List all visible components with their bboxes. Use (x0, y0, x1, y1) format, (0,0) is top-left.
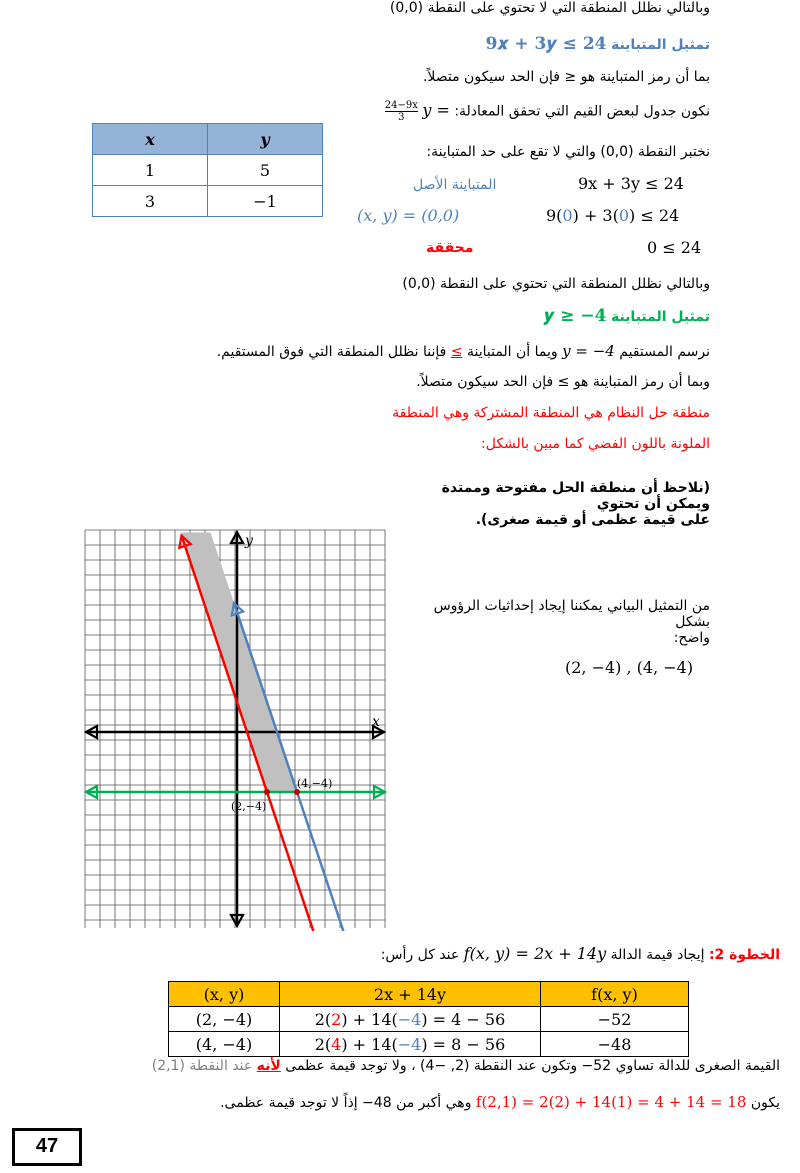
vertex-label: (4,−4) (297, 777, 333, 790)
test-row-1-expr: 9x + 3y ≤ 24 (578, 174, 684, 193)
fraction: $\frac{24-9x}{3}$ (384, 100, 418, 123)
x-axis-label: x (372, 714, 380, 730)
graph (80, 525, 392, 931)
vertices-text-2: واضح: (673, 630, 710, 646)
red-line-1: منطقة حل النظام هي المنطقة المشتركة وهي المنطقة (392, 405, 710, 421)
values-table (92, 123, 323, 217)
page-number: 47 (12, 1128, 82, 1166)
line-y-2: وبما أن رمز المتباينة هو ≥ فإن الحد سيكون متصلاً. (416, 374, 710, 390)
test-row-2-expr: 9(0) + 3(0) ≤ 24 (546, 206, 680, 225)
table-row: 3 −1 (93, 186, 323, 217)
vertices-text-1: من التمثيل البياني يمكننا إيجاد إحداثيات الرؤوس بشكل (433, 598, 710, 630)
line-y-1: نرسم المستقيم y = −4 ويما أن المتباينة ≥ فإننا نظلل المنطقة التي فوق المستقيم. (216, 342, 710, 360)
table-row: 1 5 (93, 155, 323, 186)
heading-label: تمثيل المتباينة (610, 37, 710, 53)
red-line-2: الملونة باللون الفضي كما مبين بالشكل: (481, 436, 710, 452)
heading-inequality-1 (10, 34, 710, 54)
test-row-3-note: محققة (426, 240, 474, 256)
grid (85, 530, 385, 928)
table-header-x: x (93, 124, 208, 155)
line-5: نختبر النقطة (0,0) والتي لا تقع على حد المتباينة: (426, 144, 710, 160)
table-row: (4, −4) 2(4) + 14(−4) = 8 − 56 −48 (169, 1032, 689, 1057)
conclusion-2: يكون f(2,1) = 2(2) + 14(1) = 4 + 14 = 18 وهي أكبر من 48− إذاً لا توجد قيمة عظمى. (220, 1093, 780, 1111)
vertex-dot (264, 789, 270, 795)
line-3: بما أن رمز المتباينة هو ≤ فإن الحد سيكون متصلاً. (422, 69, 710, 85)
vertices-list: (2, −4) , (4, −4) (565, 658, 694, 677)
equation-lhs: y = (422, 100, 450, 120)
heading-inequality-2: تمثيل المتباينة 𝒚 ≥ −4 (543, 306, 710, 326)
table-header-y: y (208, 124, 323, 155)
line-4: نكون جدول لبعض القيم التي تحقق المعادلة: y = $\frac{24-9x}{3}$ (384, 100, 710, 123)
test-row-2-note: (x, y) = (0,0) (357, 206, 460, 225)
vertex-label: (2,−4) (231, 800, 267, 813)
solution-region (181, 533, 298, 793)
test-row-1-note: المتباينة الأصل (413, 177, 497, 193)
note-bold-1: (نلاحظ أن منطقة الحل مفتوحة وممتدة ويمكن أن تحتوي (441, 480, 710, 512)
function-table: (x, y) 2x + 14y f(x, y) (2, −4) 2(2) + 14(−4) = 4 − 56 −52 (4, −4) 2(4) + 14(−4) = 8 − 56 −48 (168, 981, 689, 1057)
heading-expr: 9𝒙 + 3𝒚 ≤ 24 (485, 34, 607, 54)
step-2-line: الخطوة 2: إيجاد قيمة الدالة f(x, y) = 2x + 14y عند كل رأس: (380, 944, 780, 963)
line-after-test: وبالتالي نظلل المنطقة التي تحتوي على النقطة (0,0) (402, 276, 710, 292)
table-row: (2, −4) 2(2) + 14(−4) = 4 − 56 −52 (169, 1007, 689, 1032)
conclusion-1: القيمة الصغرى للدالة تساوي 52− وتكون عند النقطة (2, −4) ، ولا توجد قيمة عظمى لأنه عند النقطة (2,1) (151, 1058, 780, 1074)
note-bold-2: على قيمة عظمى أو قيمة صغرى). (475, 512, 710, 528)
test-row-3-expr: 0 ≤ 24 (647, 238, 702, 257)
line-1: وبالتالي نظلل المنطقة التي لا تحتوي على النقطة (0,0) (389, 0, 710, 16)
y-axis-label: y (245, 533, 253, 549)
